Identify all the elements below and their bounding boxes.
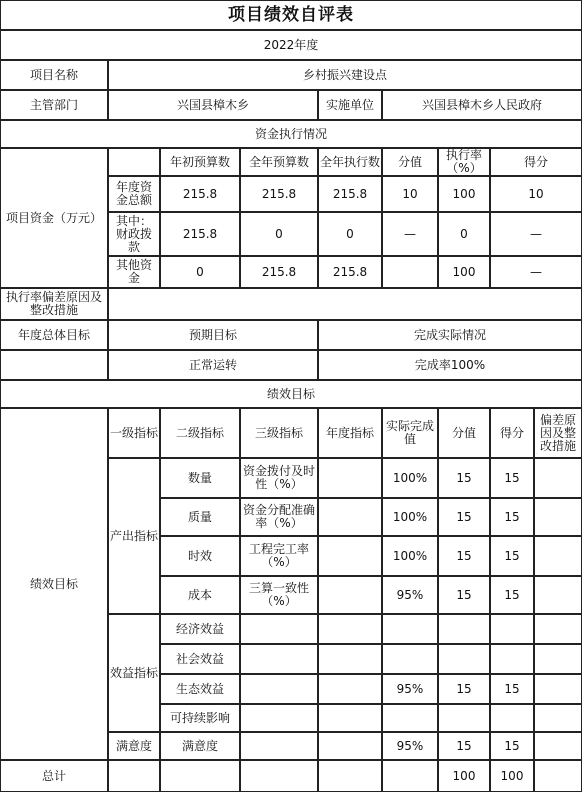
perf-score <box>490 704 534 732</box>
perf-deviation <box>534 576 582 614</box>
perf-annual <box>318 704 382 732</box>
perf-actual: 100% <box>382 458 438 498</box>
perf-annual <box>318 732 382 760</box>
actual-completion-value: 完成率100% <box>318 350 582 380</box>
perf-l2: 质量 <box>160 498 240 536</box>
funds-cell: 10 <box>490 176 582 212</box>
perf-header-annual: 年度指标 <box>318 408 382 458</box>
perf-l3: 资金拨付及时性（%） <box>240 458 318 498</box>
perf-header-level2: 二级指标 <box>160 408 240 458</box>
funds-row-label-total: 年度资金总额 <box>108 176 160 212</box>
impl-value: 兴国县樟木乡人民政府 <box>382 90 582 120</box>
perf-header-actual: 实际完成值 <box>382 408 438 458</box>
perf-actual: 100% <box>382 498 438 536</box>
perf-l2: 社会效益 <box>160 644 240 674</box>
perf-annual <box>318 498 382 536</box>
perf-l3 <box>240 614 318 644</box>
funds-cell: 215.8 <box>318 176 382 212</box>
perf-annual <box>318 536 382 576</box>
funds-cell: 215.8 <box>318 256 382 288</box>
funds-section-title: 资金执行情况 <box>0 120 582 148</box>
perf-goal-label: 绩效目标 <box>0 408 108 760</box>
funds-cell: 0 <box>160 256 240 288</box>
perf-l2: 可持续影响 <box>160 704 240 732</box>
perf-l3 <box>240 674 318 704</box>
satisfaction-indicator-label: 满意度 <box>108 732 160 760</box>
total-blank <box>382 760 438 792</box>
perf-score-value: 15 <box>438 674 490 704</box>
funds-cell: — <box>490 256 582 288</box>
perf-deviation <box>534 704 582 732</box>
project-name-label: 项目名称 <box>0 60 108 90</box>
perf-actual <box>382 704 438 732</box>
perf-actual: 100% <box>382 536 438 576</box>
perf-l2: 生态效益 <box>160 674 240 704</box>
perf-deviation <box>534 732 582 760</box>
total-label: 总计 <box>0 760 108 792</box>
year-row: 2022年度 <box>0 30 582 60</box>
perf-deviation <box>534 498 582 536</box>
perf-deviation <box>534 644 582 674</box>
perf-score-value <box>438 614 490 644</box>
perf-deviation <box>534 458 582 498</box>
deviation-label: 执行率偏差原因及整改措施 <box>0 288 108 320</box>
perf-actual: 95% <box>382 576 438 614</box>
perf-score-value: 15 <box>438 536 490 576</box>
funds-row-label-other: 其他资金 <box>108 256 160 288</box>
perf-header-deviation: 偏差原因及整改措施 <box>534 408 582 458</box>
funds-header-score: 得分 <box>490 148 582 176</box>
funds-cell: 215.8 <box>160 176 240 212</box>
perf-l3: 三算一致性（%） <box>240 576 318 614</box>
perf-annual <box>318 644 382 674</box>
funds-row-label-fiscal: 其中：财政拨款 <box>108 212 160 256</box>
project-name-value: 乡村振兴建设点 <box>108 60 582 90</box>
total-blank <box>108 760 160 792</box>
perf-annual <box>318 614 382 644</box>
perf-score <box>490 644 534 674</box>
total-deviation <box>534 760 582 792</box>
perf-l2: 经济效益 <box>160 614 240 644</box>
perf-score: 15 <box>490 536 534 576</box>
perf-header-level1: 一级指标 <box>108 408 160 458</box>
perf-score-value: 15 <box>438 576 490 614</box>
perf-score: 15 <box>490 576 534 614</box>
funds-cell: 10 <box>382 176 438 212</box>
perf-actual: 95% <box>382 674 438 704</box>
total-blank <box>160 760 240 792</box>
perf-header-score: 得分 <box>490 408 534 458</box>
funds-cell: 0 <box>438 212 490 256</box>
funds-header-annual-budget: 全年预算数 <box>240 148 318 176</box>
perf-l2: 成本 <box>160 576 240 614</box>
funds-header-initial-budget: 年初预算数 <box>160 148 240 176</box>
total-blank <box>318 760 382 792</box>
perf-annual <box>318 674 382 704</box>
expected-goal-value: 正常运转 <box>108 350 318 380</box>
perf-l2: 时效 <box>160 536 240 576</box>
funds-cell: 215.8 <box>240 256 318 288</box>
perf-score-value: 15 <box>438 458 490 498</box>
actual-completion-label: 完成实际情况 <box>318 320 582 350</box>
perf-deviation <box>534 674 582 704</box>
perf-score: 15 <box>490 458 534 498</box>
perf-actual <box>382 614 438 644</box>
perf-l3: 工程完工率（%） <box>240 536 318 576</box>
perf-actual: 95% <box>382 732 438 760</box>
perf-l3: 资金分配准确率（%） <box>240 498 318 536</box>
perf-header-score-value: 分值 <box>438 408 490 458</box>
perf-score <box>490 614 534 644</box>
funds-cell: 100 <box>438 256 490 288</box>
funds-cell: 0 <box>240 212 318 256</box>
deviation-value <box>108 288 582 320</box>
expected-goal-label: 预期目标 <box>108 320 318 350</box>
dept-value: 兴国县樟木乡 <box>108 90 318 120</box>
funds-header-blank <box>108 148 160 176</box>
perf-deviation <box>534 614 582 644</box>
perf-score-value <box>438 704 490 732</box>
funds-header-score-value: 分值 <box>382 148 438 176</box>
funds-cell: 215.8 <box>240 176 318 212</box>
total-blank <box>240 760 318 792</box>
funds-cell <box>382 256 438 288</box>
perf-l2: 数量 <box>160 458 240 498</box>
funds-row-label: 项目资金（万元） <box>0 148 108 288</box>
output-indicator-label: 产出指标 <box>108 458 160 614</box>
perf-l3 <box>240 704 318 732</box>
perf-annual <box>318 458 382 498</box>
funds-cell: — <box>382 212 438 256</box>
perf-score: 15 <box>490 732 534 760</box>
funds-cell: 100 <box>438 176 490 212</box>
page-title: 项目绩效自评表 <box>0 0 582 30</box>
funds-header-exec-rate: 执行率（%） <box>438 148 490 176</box>
funds-cell: 215.8 <box>160 212 240 256</box>
perf-deviation <box>534 536 582 576</box>
perf-l3 <box>240 732 318 760</box>
dept-label: 主管部门 <box>0 90 108 120</box>
impl-label: 实施单位 <box>318 90 382 120</box>
perf-score: 15 <box>490 498 534 536</box>
annual-goal-blank <box>0 350 108 380</box>
perf-actual <box>382 644 438 674</box>
perf-score: 15 <box>490 674 534 704</box>
annual-goal-label: 年度总体目标 <box>0 320 108 350</box>
perf-l2: 满意度 <box>160 732 240 760</box>
funds-cell: 0 <box>318 212 382 256</box>
perf-header-level3: 三级指标 <box>240 408 318 458</box>
funds-cell: — <box>490 212 582 256</box>
perf-l3 <box>240 644 318 674</box>
perf-section-title: 绩效目标 <box>0 380 582 408</box>
perf-annual <box>318 576 382 614</box>
total-score-value: 100 <box>438 760 490 792</box>
perf-score-value: 15 <box>438 732 490 760</box>
total-score: 100 <box>490 760 534 792</box>
perf-score-value <box>438 644 490 674</box>
perf-score-value: 15 <box>438 498 490 536</box>
funds-header-executed: 全年执行数 <box>318 148 382 176</box>
benefit-indicator-label: 效益指标 <box>108 614 160 732</box>
